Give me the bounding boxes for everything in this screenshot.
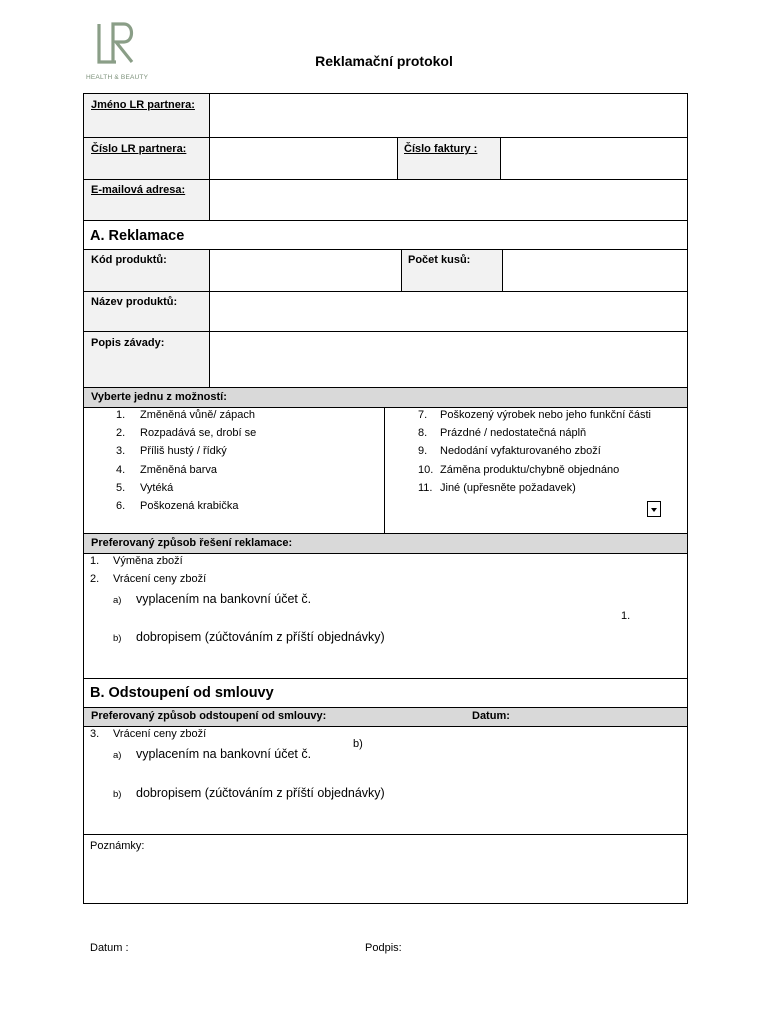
resolution-sub-a-marker: a) xyxy=(113,595,122,606)
partner-name-field[interactable] xyxy=(210,94,687,137)
option-8-num: 8. xyxy=(418,427,428,439)
section-a-title: A. Reklamace xyxy=(90,228,185,244)
withdrawal-label: Preferovaný způsob odstoupení od smlouvy: xyxy=(91,710,327,722)
resolution-label: Preferovaný způsob řešení reklamace: xyxy=(91,537,293,549)
document-title xyxy=(0,53,768,69)
resolution-refund[interactable]: Vrácení ceny zboží xyxy=(113,573,207,585)
option-11-num: 11. xyxy=(418,482,433,494)
stray-number: 1. xyxy=(621,610,631,622)
option-2-num: 2. xyxy=(116,427,126,439)
product-code-field[interactable] xyxy=(210,250,401,291)
option-6[interactable]: Poškozená krabička xyxy=(140,500,239,512)
option-3-num: 3. xyxy=(116,445,126,457)
option-6-num: 6. xyxy=(116,500,126,512)
withdrawal-sub-b-marker: b) xyxy=(113,789,122,800)
option-7-num: 7. xyxy=(418,409,428,421)
option-11[interactable]: Jiné (upřesněte požadavek) xyxy=(440,482,576,494)
section-b-title: B. Odstoupení od smlouvy xyxy=(90,685,274,701)
option-5-num: 5. xyxy=(116,482,126,494)
option-7[interactable]: Poškozený výrobek nebo jeho funkční části xyxy=(440,409,651,421)
product-name-field[interactable] xyxy=(210,292,687,331)
option-8[interactable]: Prázdné / nedostatečná náplň xyxy=(440,427,587,439)
resolution-bank-transfer[interactable]: vyplacením na bankovní účet č. xyxy=(136,592,312,606)
defect-description-field[interactable] xyxy=(210,332,687,387)
partner-name-label: Jméno LR partnera: xyxy=(91,99,195,111)
resolution-2-num: 2. xyxy=(90,573,100,585)
option-4[interactable]: Změněná barva xyxy=(140,464,218,476)
quantity-label: Počet kusů: xyxy=(408,254,471,266)
invoice-number-label: Číslo faktury : xyxy=(404,143,478,155)
complaint-form xyxy=(83,93,688,904)
option-10[interactable]: Záměna produktu/chybně objednáno xyxy=(440,464,620,476)
withdrawal-bank-transfer[interactable]: vyplacením na bankovní účet č. xyxy=(136,747,312,761)
withdrawal-sub-a-marker: a) xyxy=(113,750,122,761)
withdrawal-refund[interactable]: Vrácení ceny zboží xyxy=(113,728,207,740)
option-dropdown-button[interactable] xyxy=(647,501,661,517)
option-9-num: 9. xyxy=(418,445,428,457)
option-3[interactable]: Příliš hustý / řídký xyxy=(140,445,227,457)
resolution-credit-note[interactable]: dobropisem (zúčtováním z příští objednávky) xyxy=(136,630,385,644)
quantity-field[interactable] xyxy=(503,250,687,291)
product-name-label: Název produktů: xyxy=(91,296,178,308)
partner-number-label: Číslo LR partnera: xyxy=(91,143,187,155)
withdrawal-credit-note[interactable]: dobropisem (zúčtováním z příští objednávky) xyxy=(136,786,385,800)
resolution-exchange[interactable]: Výměna zboží xyxy=(113,555,183,567)
option-2[interactable]: Rozpadává se, drobí se xyxy=(140,427,257,439)
email-label: E-mailová adresa: xyxy=(91,184,186,196)
option-1[interactable]: Změněná vůně/ zápach xyxy=(140,409,255,421)
withdrawal-stray-b: b) xyxy=(353,738,363,750)
notes-label: Poznámky: xyxy=(90,840,145,852)
invoice-number-field[interactable] xyxy=(501,138,687,179)
option-9[interactable]: Nedodání vyfakturovaného zboží xyxy=(440,445,601,457)
footer-signature-label: Podpis: xyxy=(365,942,402,954)
withdrawal-date-label: Datum: xyxy=(472,710,510,722)
option-4-num: 4. xyxy=(116,464,126,476)
logo-subtitle: HEALTH & BEAUTY xyxy=(86,74,149,81)
resolution-sub-b-marker: b) xyxy=(113,633,122,644)
product-code-label: Kód produktů: xyxy=(91,254,167,266)
choose-option-label: Vyberte jednu z možností: xyxy=(91,391,227,403)
notes-field[interactable] xyxy=(84,835,687,903)
option-1-num: 1. xyxy=(116,409,126,421)
option-10-num: 10. xyxy=(418,464,434,476)
option-5[interactable]: Vytéká xyxy=(140,482,174,494)
resolution-1-num: 1. xyxy=(90,555,100,567)
email-field[interactable] xyxy=(210,180,687,220)
document-title-text: Reklamační protokol xyxy=(315,53,453,69)
footer-date-label: Datum : xyxy=(90,942,129,954)
defect-description-label: Popis závady: xyxy=(91,337,165,349)
partner-number-field[interactable] xyxy=(210,138,397,179)
withdrawal-3-num: 3. xyxy=(90,728,100,740)
